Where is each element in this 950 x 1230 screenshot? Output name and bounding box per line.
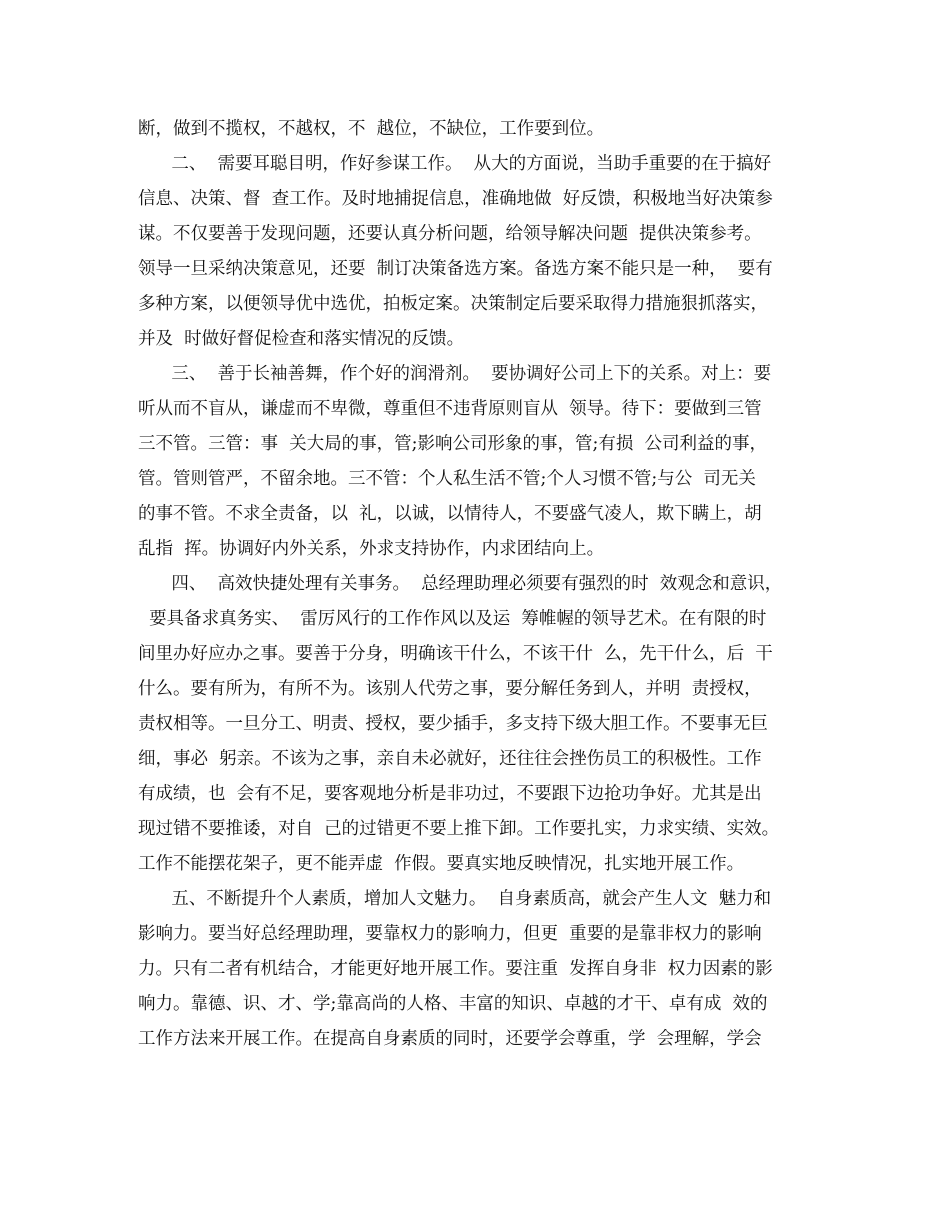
text-line: 有成绩，也 会有不足，要客观地分析是非功过，不要跟下边抢功争好。尤其是出: [138, 784, 762, 804]
text-line: 响力。靠德、识、才、学;靠高尚的人格、丰富的知识、卓越的才干、卓有成 效的: [138, 994, 768, 1014]
text-line: 影响力。要当好总经理助理，要靠权力的影响力，但更 重要的是靠非权力的影响: [138, 924, 762, 944]
text-line: 三、 善于长袖善舞，作个好的润滑剂。 要协调好公司上下的关系。对上：要: [138, 364, 772, 384]
text-line: 领导一旦采纳决策意见，还要 制订决策备选方案。备选方案不能只是一种， 要有: [138, 259, 773, 279]
text-line: 谋。不仅要善于发现问题，还要认真分析问题，给领导解决问题 提供决策参考。: [138, 224, 762, 244]
text-line: 信息、决策、督 查工作。及时地捕捉信息，准确地做 好反馈，积极地当好决策参: [138, 189, 773, 209]
text-line: 三不管。三管：事 关大局的事，管;影响公司形象的事，管;有损 公司利益的事，: [138, 434, 768, 454]
text-line: 多种方案，以便领导优中选优，拍板定案。决策制定后要采取得力措施狠抓落实，: [138, 294, 768, 314]
text-line: 工作不能摆花架子，更不能弄虚 作假。要真实地反映情况，扎实地开展工作。: [138, 854, 745, 874]
document-body: [138, 112, 823, 1057]
text-line: 管。管则管严，不留余地。三不管：个人私生活不管;个人习惯不管;与公 司无关: [138, 469, 756, 489]
text-line: 并及 时做好督促检查和落实情况的反馈。: [138, 329, 465, 349]
text-line: 工作方法来开展工作。在提高自身素质的同时，还要学会尊重，学 会理解，学会: [138, 1029, 762, 1049]
text-line: 责权相等。一旦分工、明责、授权，要少插手，多支持下级大胆工作。不要事无巨: [138, 714, 768, 734]
text-line: 要具备求真务实、 雷厉风行的工作作风以及运 筹帷幄的领导艺术。在有限的时: [138, 609, 767, 629]
text-line: 间里办好应办之事。要善于分身，明确该干什么，不该干什 么，先干什么，后 干: [138, 644, 773, 664]
text-line: 二、 需要耳聪目明，作好参谋工作。 从大的方面说，当助手重要的在于搞好: [138, 154, 772, 174]
text-line: 现过错不要推诿，对自 己的过错更不要上推下卸。工作要扎实，力求实绩、实效。: [138, 819, 780, 839]
text-line: 五、不断提升个人素质，增加人文魅力。 自身素质高，就会产生人文 魅力和: [138, 889, 772, 909]
text-line: 力。只有二者有机结合，才能更好地开展工作。要注重 发挥自身非 权力因素的影: [138, 959, 773, 979]
text-line: 听从而不盲从，谦虚而不卑微，尊重但不违背原则盲从 领导。待下：要做到三管: [138, 399, 762, 419]
text-line: 断，做到不揽权，不越权，不 越位，不缺位，工作要到位。: [138, 119, 605, 139]
text-line: 四、 高效快捷处理有关事务。 总经理助理必须要有强烈的时 效观念和意识，: [138, 574, 783, 594]
text-line: 乱指 挥。协调好内外关系，外求支持协作，内求团结向上。: [138, 539, 605, 559]
text-line: 细，事必 躬亲。不该为之事，亲自未必就好，还往往会挫伤员工的积极性。工作: [138, 749, 762, 769]
text-line: 什么。要有所为，有所不为。该别人代劳之事，要分解任务到人，并明 责授权，: [138, 679, 762, 699]
text-line: 的事不管。不求全责备，以 礼，以诚，以情待人，不要盛气凌人，欺下瞒上，胡: [138, 504, 762, 524]
